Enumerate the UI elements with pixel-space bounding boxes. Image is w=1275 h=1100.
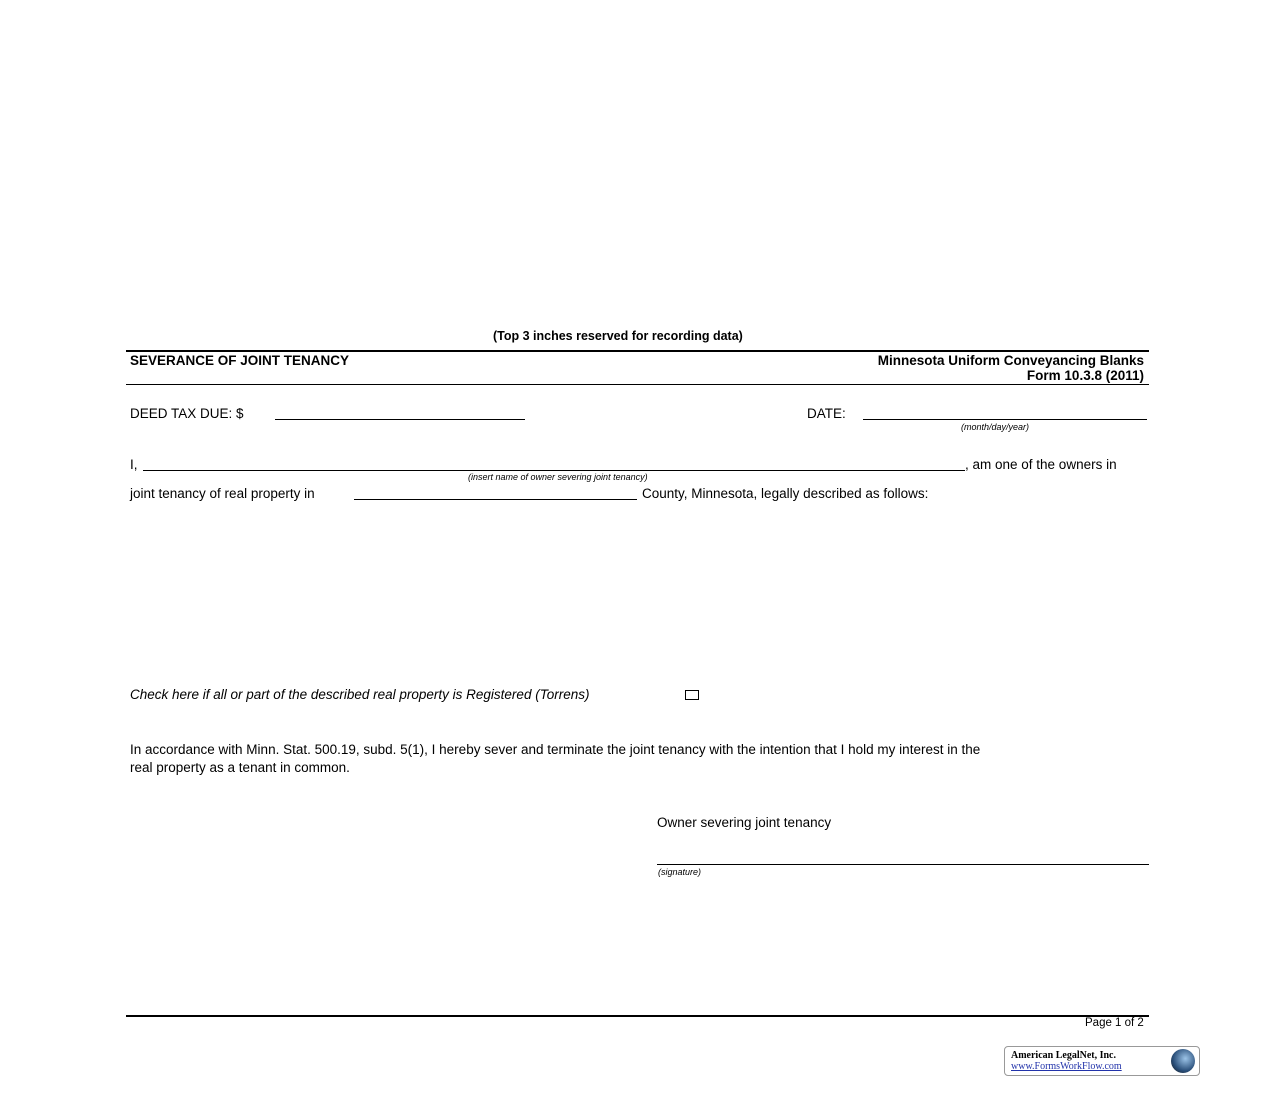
deed-tax-field[interactable] bbox=[275, 406, 525, 420]
divider bbox=[126, 350, 1149, 352]
date-hint: (month/day/year) bbox=[961, 422, 1030, 432]
reserved-note: (Top 3 inches reserved for recording data) bbox=[493, 329, 743, 343]
signature-hint: (signature) bbox=[658, 867, 702, 877]
sever-line-1: In accordance with Minn. Stat. 500.19, subd. 5(1), I hereby sever and terminate the joint tenancy with the intention that I hold my interest in the bbox=[130, 742, 981, 757]
logo-box bbox=[1004, 1046, 1200, 1076]
torrens-text: Check here if all or part of the described real property is Registered (Torrens) bbox=[130, 687, 590, 702]
county-field[interactable] bbox=[354, 486, 637, 500]
divider bbox=[126, 384, 1149, 385]
owner-hint: (insert name of owner severing joint tenancy) bbox=[468, 472, 648, 482]
owner-label: Owner severing joint tenancy bbox=[657, 815, 832, 830]
date-field[interactable] bbox=[863, 406, 1147, 420]
footer-divider bbox=[126, 1015, 1149, 1017]
logo-company: American LegalNet, Inc. bbox=[1011, 1050, 1116, 1061]
property-suffix: County, Minnesota, legally described as follows: bbox=[642, 486, 929, 501]
form-number: Form 10.3.8 (2011) bbox=[1026, 368, 1144, 383]
torrens-checkbox[interactable] bbox=[685, 690, 699, 700]
i-label: I, bbox=[130, 457, 138, 472]
form-title: SEVERANCE OF JOINT TENANCY bbox=[130, 353, 350, 368]
signature-field[interactable] bbox=[657, 850, 1149, 865]
date-label: DATE: bbox=[807, 406, 846, 421]
page-number: Page 1 of 2 bbox=[1085, 1017, 1144, 1029]
logo-url[interactable]: www.FormsWorkFlow.com bbox=[1011, 1061, 1122, 1072]
property-prefix: joint tenancy of real property in bbox=[130, 486, 315, 501]
owner-suffix: , am one of the owners in bbox=[965, 457, 1117, 472]
globe-icon bbox=[1171, 1049, 1195, 1073]
owner-name-field[interactable] bbox=[143, 457, 965, 471]
sever-line-2: real property as a tenant in common. bbox=[130, 760, 350, 775]
deed-tax-label: DEED TAX DUE: $ bbox=[130, 406, 244, 421]
form-source: Minnesota Uniform Conveyancing Blanks bbox=[877, 353, 1144, 368]
